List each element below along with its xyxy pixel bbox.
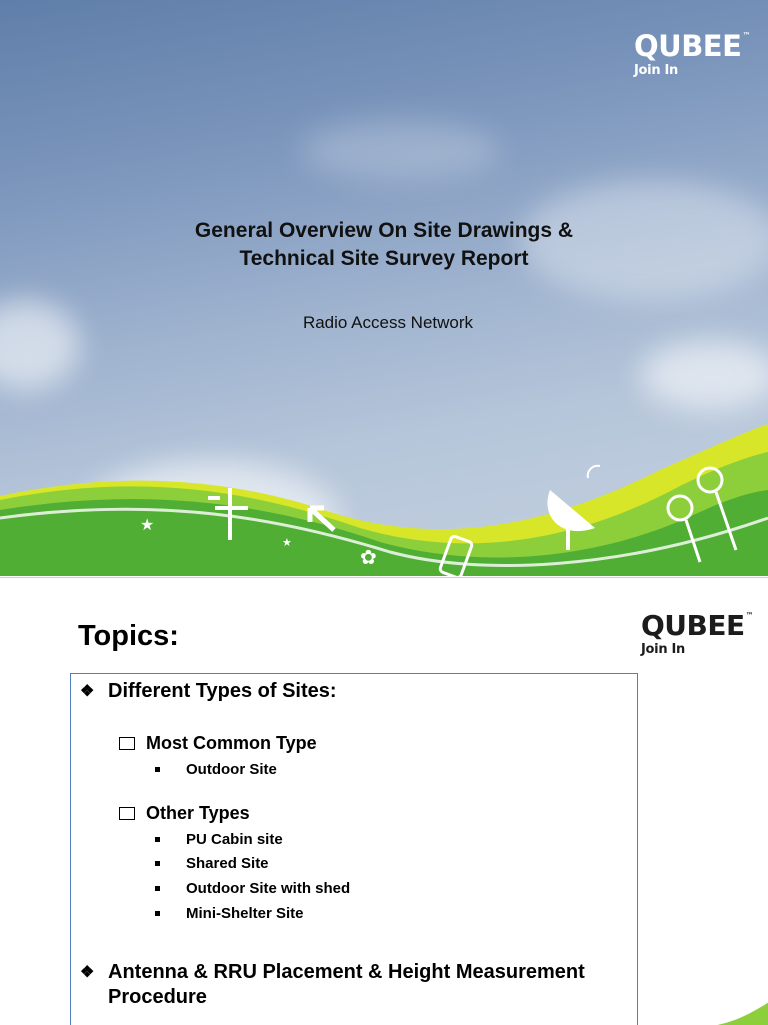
checkbox-bullet-icon (119, 807, 135, 820)
checkbox-bullet-icon (119, 737, 135, 750)
square-bullet-icon (155, 886, 160, 891)
diamond-bullet-icon: ❖ (80, 964, 95, 981)
square-bullet-icon (155, 837, 160, 842)
logo-name: QUBEE (641, 609, 745, 642)
subtopic-text: Other Types (146, 803, 250, 823)
topic-text-line-2: Procedure (108, 986, 207, 1008)
logo-name: QUBEE (634, 29, 742, 63)
list-item-text: Outdoor Site with shed (186, 880, 351, 897)
swoosh-corner-graphic (712, 986, 768, 1025)
logo-tagline: Join In (634, 63, 678, 78)
title-line-2: Technical Site Survey Report (239, 247, 529, 270)
topic-text: Different Types of Sites: (108, 680, 337, 702)
list-item (155, 854, 269, 874)
list-item-text: PU Cabin site (186, 831, 283, 848)
topics-slide (0, 577, 768, 1025)
topic-text (108, 960, 585, 1010)
subtopic-other-types (119, 802, 250, 824)
cloud (0, 300, 80, 390)
list-item (155, 830, 283, 850)
cloud (300, 120, 500, 180)
diamond-bullet-icon: ❖ (80, 683, 95, 700)
list-item-text: Mini-Shelter Site (186, 905, 304, 922)
square-bullet-icon (155, 767, 160, 772)
logo-trademark: ™ (745, 611, 754, 620)
subtopic-most-common-type (119, 732, 317, 754)
title-line-1: General Overview On Site Drawings & (194, 219, 574, 242)
qubee-logo (634, 29, 750, 78)
square-bullet-icon (155, 911, 160, 916)
slide-title: Topics: (78, 620, 179, 652)
logo-tagline: Join In (641, 642, 685, 657)
flower-decoration-icon: ✿ (360, 545, 377, 569)
logo-trademark: ™ (742, 31, 750, 40)
topic-item-antenna-placement (80, 960, 585, 1010)
list-item-text: Outdoor Site (186, 761, 277, 778)
qubee-logo (641, 609, 754, 657)
topic-item-site-types (80, 679, 337, 704)
subtopic-text: Most Common Type (146, 733, 317, 753)
slide-subtitle: Radio Access Network (302, 313, 474, 332)
square-bullet-icon (155, 861, 160, 866)
list-item (155, 879, 350, 899)
star-decoration-icon: ★ (282, 536, 292, 549)
star-decoration-icon: ★ (140, 515, 155, 534)
topics-box (70, 673, 638, 1025)
slide-title (84, 217, 684, 273)
green-swoosh-graphic (0, 400, 768, 576)
list-item-text: Shared Site (186, 855, 269, 872)
list-item (155, 760, 277, 780)
list-item (155, 904, 304, 924)
topic-text-line-1: Antenna & RRU Placement & Height Measurement (108, 961, 585, 983)
